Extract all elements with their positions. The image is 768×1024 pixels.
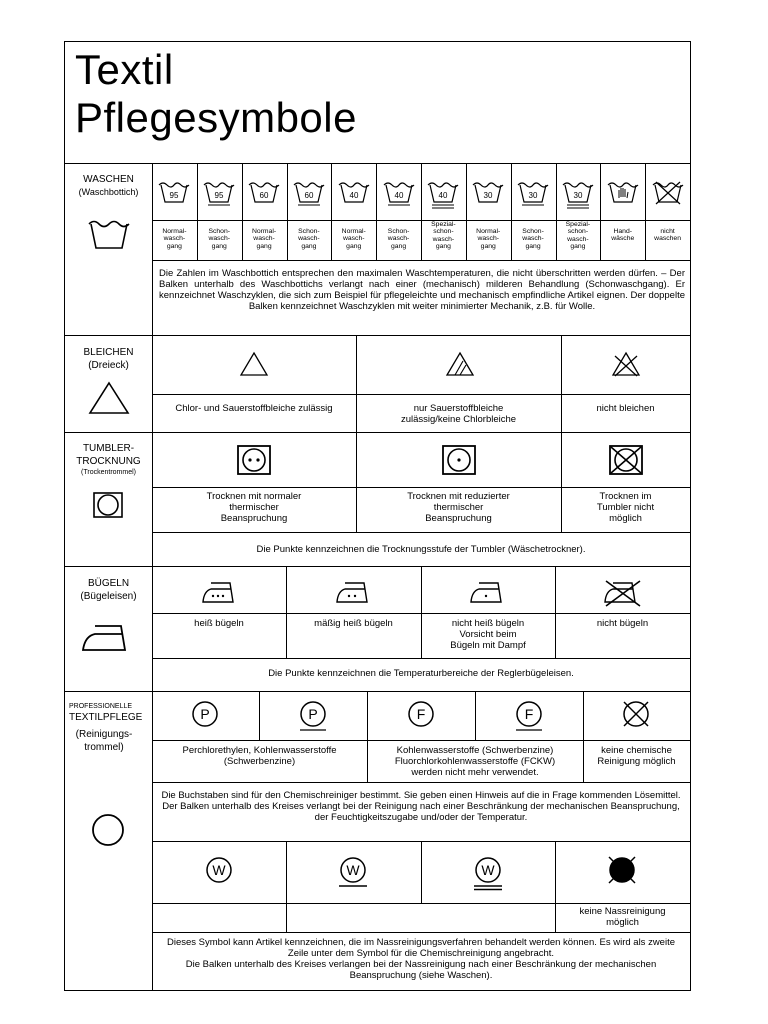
no-wet-clean-icon	[604, 854, 640, 894]
svg-text:40: 40	[394, 191, 404, 200]
divider	[152, 613, 690, 614]
svg-text:30: 30	[483, 191, 493, 200]
profi-sublabel: (Reinigungs- trommel)	[75, 729, 133, 753]
tumbler-caption: Trocknen mit normaler thermischer Beanspruchung	[206, 491, 302, 524]
profi-label: TEXTILPFLEGE	[69, 712, 143, 723]
wash-tub-60-icon	[247, 180, 281, 210]
svg-text:95: 95	[169, 191, 179, 200]
divider	[152, 932, 690, 933]
divider	[65, 335, 690, 336]
wash-tub-40-icon	[382, 180, 416, 210]
wash-caption: Schon- wasch- gang	[208, 228, 231, 250]
page-title	[75, 46, 357, 142]
divider	[152, 532, 690, 533]
wash-caption: Schon- wasch- gang	[522, 228, 544, 250]
iron-one-dot-icon	[469, 580, 509, 606]
wash-caption: Spezial- schon- wasch- gang	[565, 221, 591, 251]
divider	[65, 163, 690, 164]
divider	[286, 566, 287, 658]
divider	[600, 163, 601, 260]
iron-three-dots-icon	[201, 580, 241, 606]
divider	[65, 566, 690, 567]
tumbler-caption: Trocknen mit reduzierter thermischer Beanspruchung	[407, 491, 510, 524]
tumbler-label: TUMBLER- TROCKNUNG	[76, 443, 141, 467]
bleichen-caption: nicht bleichen	[596, 403, 655, 414]
wash-caption: Normal- wasch- gang	[251, 228, 277, 250]
waschen-note: Die Zahlen im Waschbottich entsprechen den maximalen Waschtemperaturen, die nicht überschritten werden dürfen. – Der Balken unterhalb des Waschbottichs verlangt nach einer (mechanisch) milderen Behandlung (Schonwaschgang). Er kennzeichnet Waschzyklen, die sich zum Beispiel für pflegeleichte und mechanisch empfindliche Artikel eignen. Der doppelte Balken kennzeichnet Waschzyklen mit weiter minimierter Mechanik, z.B. für Wolle.	[159, 268, 685, 312]
section-label-waschen	[65, 173, 152, 199]
divider	[152, 260, 690, 261]
wash-tub-icon	[87, 218, 131, 252]
wash-caption: Spezial- schon- wasch- gang	[431, 221, 456, 251]
no-wash-icon	[651, 180, 685, 210]
section-label-profi	[69, 702, 149, 754]
crossed-triangle-icon	[611, 350, 641, 378]
dry-clean-f-icon	[403, 699, 439, 735]
dry-clean-p-icon	[187, 699, 223, 735]
wash-caption: Schon- wasch- gang	[298, 228, 320, 250]
tumbler-sublabel: (Trockentrommel)	[81, 469, 136, 476]
title-line-1: Textil	[75, 46, 174, 93]
divider	[583, 691, 584, 782]
wash-caption: Normal- wasch- gang	[476, 228, 501, 250]
tumbler-caption: Trocknen im Tumbler nicht möglich	[596, 491, 655, 524]
divider	[65, 432, 690, 433]
divider	[555, 566, 556, 658]
dry-clean-p-icon	[295, 699, 331, 735]
divider	[152, 220, 690, 221]
circle-icon	[90, 812, 126, 848]
buegeln-caption: heiß bügeln	[194, 618, 244, 629]
profi-note-2: Dieses Symbol kann Artikel kennzeichnen, die im Nassreinigungsverfahren behandelt werden können. Es wird als zweite Zeile unter dem Symbol für die Chemischreinigung angebracht. Die Balken unterhalb des Kreises verlangen bei der Nassreinigung nach einer Beschränkung der mechanischen Beanspruchung (siehe Waschen).	[167, 937, 675, 981]
title-line-2: Pflegesymbole	[75, 94, 357, 141]
buegeln-caption: mäßig heiß bügeln	[314, 618, 393, 629]
profi-caption-p: Perchlorethylen, Kohlenwasserstoffe (Schwerbenzine)	[182, 745, 337, 767]
no-tumble-icon	[608, 444, 644, 476]
iron-icon	[81, 622, 137, 654]
wash-tub-40-icon	[426, 180, 460, 210]
wash-tub-60-icon	[292, 180, 326, 210]
divider	[561, 335, 562, 432]
divider	[152, 740, 690, 741]
wet-clean-w-icon	[470, 854, 506, 894]
section-label-bleichen	[65, 346, 152, 372]
svg-text:30: 30	[528, 191, 538, 200]
profi-note-1: Die Buchstaben sind für den Chemischreiniger bestimmt. Sie geben einen Hinweis auf die in Frage kommenden Lösemittel. Der Balken unterhalb des Kreises verlangt bei der Reinigung nach einer Beschränkung der mechanischen Beanspruchung, der Feuchtigkeitszugabe und/oder der Temperatur.	[161, 790, 681, 823]
buegeln-label: BÜGELN	[87, 578, 130, 589]
divider	[475, 691, 476, 740]
wet-clean-w-icon	[335, 854, 371, 894]
svg-text:W: W	[346, 862, 360, 878]
divider	[152, 163, 153, 991]
wash-tub-95-icon	[202, 180, 236, 210]
svg-text:40: 40	[438, 191, 448, 200]
svg-text:P: P	[308, 706, 318, 722]
wash-tub-30-icon	[561, 180, 595, 210]
care-symbols-sheet	[64, 41, 691, 991]
svg-text:60: 60	[259, 191, 269, 200]
wash-tub-30-icon	[471, 180, 505, 210]
wash-caption: Normal- wasch- gang	[162, 228, 187, 250]
profi-caption-nowet: keine Nassreinigung möglich	[579, 906, 666, 928]
tumble-two-dots-icon	[236, 444, 272, 476]
section-label-tumbler	[65, 442, 152, 477]
wash-caption: Schon- wasch- gang	[387, 228, 410, 250]
svg-text:F: F	[524, 706, 534, 722]
divider	[65, 691, 690, 692]
svg-text:30: 30	[573, 191, 583, 200]
svg-text:F: F	[416, 706, 426, 722]
tumble-one-dot-icon	[441, 444, 477, 476]
wash-caption: Normal- wasch- gang	[341, 228, 366, 250]
divider	[259, 691, 260, 740]
svg-text:60: 60	[304, 191, 314, 200]
buegeln-note: Die Punkte kennzeichnen die Temperaturbereiche der Reglerbügeleisen.	[268, 668, 574, 679]
buegeln-caption: nicht heiß bügeln Vorsicht beim Bügeln mit Dampf	[450, 618, 526, 651]
profi-label-top: PROFESSIONELLE	[69, 703, 133, 710]
waschen-label: WASCHEN	[83, 174, 134, 185]
divider	[286, 841, 287, 932]
bleichen-caption: Chlor- und Sauerstoffbleiche zulässig	[175, 403, 333, 414]
divider	[152, 658, 690, 659]
no-dry-clean-icon	[618, 699, 654, 735]
divider	[421, 841, 422, 903]
profi-caption-f: Kohlenwasserstoffe (Schwerbenzine) Fluorchlorkohlenwasserstoffe (FCKW) werden nicht mehr verwendet.	[394, 745, 556, 778]
tumble-dryer-icon	[92, 491, 124, 519]
wash-tub-30-icon	[516, 180, 550, 210]
profi-caption-none: keine chemische Reinigung möglich	[597, 745, 676, 767]
wash-tub-40-icon	[337, 180, 371, 210]
wash-tub-95-icon	[157, 180, 191, 210]
wet-clean-w-icon	[201, 854, 237, 894]
buegeln-caption: nicht bügeln	[596, 618, 649, 629]
bleichen-sublabel: (Dreieck)	[88, 360, 129, 371]
svg-text:W: W	[212, 862, 226, 878]
tumbler-note: Die Punkte kennzeichnen die Trocknungsstufe der Tumbler (Wäschetrockner).	[256, 544, 586, 555]
triangle-icon	[87, 380, 131, 416]
no-iron-icon	[602, 578, 644, 608]
svg-text:95: 95	[214, 191, 224, 200]
svg-text:W: W	[481, 862, 495, 878]
wash-caption: nicht waschen	[654, 228, 681, 243]
svg-text:40: 40	[349, 191, 359, 200]
bleichen-label: BLEICHEN	[83, 347, 134, 358]
buegeln-sublabel: (Bügeleisen)	[80, 591, 137, 602]
divider	[152, 782, 690, 783]
triangle-icon	[239, 350, 269, 378]
section-label-buegeln	[65, 577, 152, 603]
wash-caption: Hand- wäsche	[611, 228, 635, 243]
waschen-sublabel: (Waschbottich)	[78, 187, 139, 197]
divider	[645, 163, 646, 260]
bleichen-caption: nur Sauerstoffbleiche zulässig/keine Chlorbleiche	[400, 403, 517, 425]
svg-text:P: P	[200, 706, 210, 722]
dry-clean-f-icon	[511, 699, 547, 735]
divider	[152, 487, 690, 488]
striped-triangle-icon	[445, 350, 475, 378]
divider	[152, 394, 690, 395]
iron-two-dots-icon	[335, 580, 375, 606]
divider	[152, 903, 690, 904]
hand-wash-icon	[606, 180, 640, 210]
